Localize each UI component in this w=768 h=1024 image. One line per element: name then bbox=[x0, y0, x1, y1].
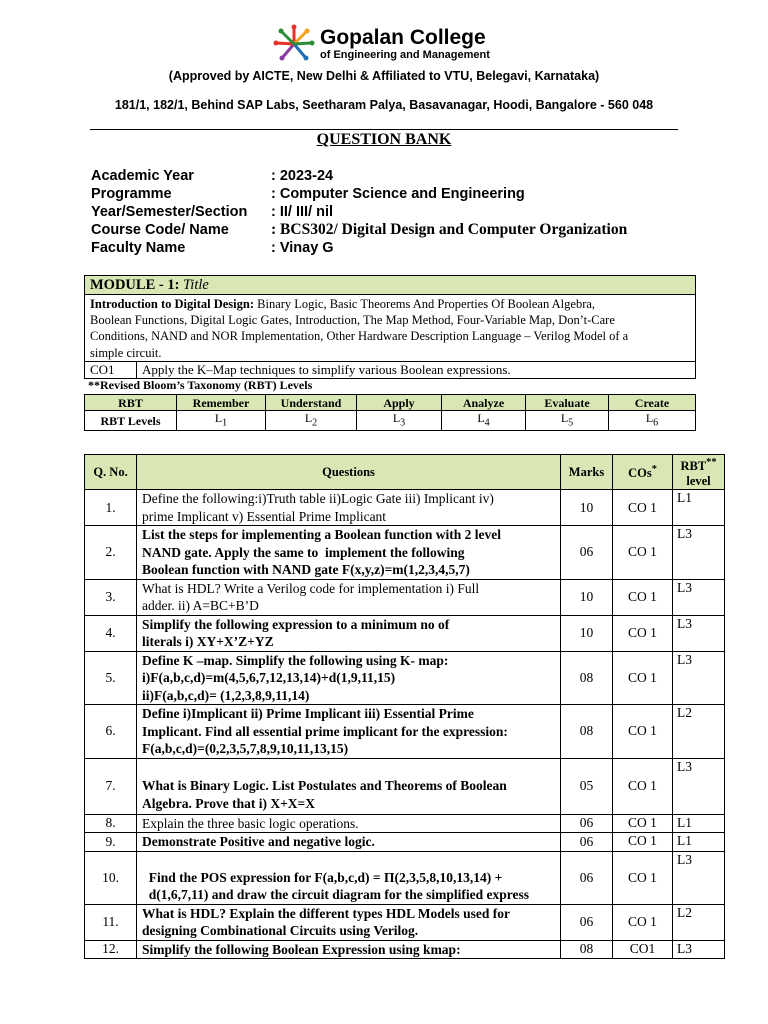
question-co: CO 1 bbox=[613, 904, 673, 940]
header-rbt bbox=[673, 455, 725, 490]
info-value: : Vinay G bbox=[271, 240, 334, 256]
module-header bbox=[85, 276, 695, 295]
question-number: 7. bbox=[85, 758, 137, 814]
info-label: Year/Semester/Section bbox=[91, 204, 248, 220]
question-line: Define K –map. Simplify the following using K- map: bbox=[142, 652, 449, 668]
header-qno: Q. No. bbox=[85, 455, 137, 490]
rbt-level: L bbox=[214, 411, 223, 425]
approval-text: (Approved by AICTE, New Delhi & Affiliated to VTU, Belegavi, Karnataka) bbox=[168, 69, 600, 83]
question-line: literals i) XY+X’Z+YZ bbox=[142, 634, 274, 650]
course-outcome-row bbox=[85, 361, 695, 378]
question-marks: 10 bbox=[561, 615, 613, 651]
rbt-header-cell: Apply bbox=[357, 395, 442, 411]
rbt-table bbox=[84, 394, 696, 431]
question-number: 8. bbox=[85, 814, 137, 833]
table-row bbox=[85, 758, 725, 814]
college-name bbox=[320, 27, 490, 61]
rbt-level: L bbox=[560, 411, 569, 425]
question-marks: 06 bbox=[561, 833, 613, 852]
rbt-row-label: RBT Levels bbox=[85, 411, 177, 431]
info-row-course bbox=[91, 221, 627, 239]
rbt-level-sub: 3 bbox=[400, 417, 406, 429]
header-cos-text: COs bbox=[628, 465, 652, 480]
info-row-academic-year bbox=[91, 167, 627, 185]
question-marks: 06 bbox=[561, 814, 613, 833]
table-row bbox=[85, 705, 725, 759]
college-name-line2: of Engineering and Management bbox=[320, 49, 490, 61]
question-marks: 10 bbox=[561, 579, 613, 615]
question-number: 11. bbox=[85, 904, 137, 940]
rbt-header-cell: Remember bbox=[177, 395, 266, 411]
rbt-level: L bbox=[392, 411, 401, 425]
syllabus-line: Binary Logic, Basic Theorems And Properties Of Boolean Algebra, bbox=[254, 297, 596, 311]
question-text bbox=[137, 940, 561, 959]
table-row bbox=[85, 851, 725, 904]
rbt-level: L bbox=[304, 411, 313, 425]
rbt-header-cell: RBT bbox=[85, 395, 177, 411]
info-value: : II/ III/ nil bbox=[271, 204, 334, 220]
rbt-caption: **Revised Bloom’s Taxonomy (RBT) Levels bbox=[88, 378, 313, 392]
rbt-level-cell bbox=[177, 411, 266, 431]
page-title bbox=[0, 131, 768, 149]
rbt-levels-row bbox=[85, 411, 696, 431]
rbt-level: L bbox=[645, 411, 654, 425]
question-line: F(a,b,c,d)=(0,2,3,5,7,8,9,10,11,13,15) bbox=[142, 741, 349, 757]
question-line: Find the POS expression for F(a,b,c,d) = Π(2,3,5,8,10,13,14) + bbox=[142, 869, 503, 885]
info-value: : Computer Science and Engineering bbox=[271, 186, 525, 202]
question-text bbox=[137, 758, 561, 814]
question-marks: 06 bbox=[561, 526, 613, 580]
question-line: Demonstrate Positive and negative logic. bbox=[142, 834, 375, 850]
question-marks: 06 bbox=[561, 904, 613, 940]
question-line: adder. ii) A=BC+B’D bbox=[142, 598, 259, 614]
college-address: 181/1, 182/1, Behind SAP Labs, Seetharam Palya, Basavanagar, Hoodi, Bangalore - 560 048 bbox=[114, 98, 654, 112]
question-line: What is Binary Logic. List Postulates and Theorems of Boolean bbox=[142, 778, 507, 794]
question-text bbox=[137, 814, 561, 833]
question-line: designing Combinational Circuits using Verilog. bbox=[142, 923, 419, 939]
rbt-level-cell bbox=[526, 411, 609, 431]
question-line: What is HDL? Write a Verilog code for implementation i) Full bbox=[142, 580, 480, 596]
question-line bbox=[142, 852, 555, 869]
header-divider bbox=[90, 129, 678, 130]
question-line: Explain the three basic logic operations. bbox=[142, 815, 359, 831]
question-rbt-level: L2 bbox=[673, 705, 725, 759]
table-row bbox=[85, 615, 725, 651]
header-rbt-sup: ** bbox=[706, 457, 717, 468]
rbt-level-sub: 2 bbox=[312, 417, 318, 429]
question-co: CO 1 bbox=[613, 705, 673, 759]
question-line: Boolean function with NAND gate F(x,y,z)=m(1,2,3,4,5,7) bbox=[142, 562, 470, 578]
syllabus-line: Boolean Functions, Digital Logic Gates, Introduction, The Map Method, Four-Variable Map, Don’t-Care bbox=[90, 313, 615, 328]
info-label: Programme bbox=[91, 186, 172, 202]
syllabus-line: simple circuit. bbox=[90, 345, 162, 360]
info-row-programme bbox=[91, 185, 627, 203]
question-text bbox=[137, 904, 561, 940]
question-text bbox=[137, 651, 561, 705]
question-line: Algebra. Prove that i) X+X=X bbox=[142, 795, 315, 811]
question-number: 5. bbox=[85, 651, 137, 705]
rbt-header-cell: Create bbox=[609, 395, 696, 411]
table-row bbox=[85, 904, 725, 940]
question-number: 1. bbox=[85, 490, 137, 526]
course-outcome-text: Apply the K–Map techniques to simplify various Boolean expressions. bbox=[142, 362, 511, 377]
question-marks: 08 bbox=[561, 651, 613, 705]
question-number: 12. bbox=[85, 940, 137, 959]
info-label: Faculty Name bbox=[91, 240, 186, 256]
header-cos-sup: * bbox=[651, 463, 657, 475]
question-number: 3. bbox=[85, 579, 137, 615]
question-marks: 08 bbox=[561, 705, 613, 759]
question-marks: 10 bbox=[561, 490, 613, 526]
question-rbt-level: L1 bbox=[673, 814, 725, 833]
question-line: Implicant. Find all essential prime implicant for the expression: bbox=[142, 723, 508, 739]
question-number: 10. bbox=[85, 851, 137, 904]
header-rbt-text: RBT bbox=[680, 459, 707, 474]
question-co: CO 1 bbox=[613, 651, 673, 705]
college-logo-icon bbox=[272, 24, 316, 64]
question-co: CO 1 bbox=[613, 490, 673, 526]
rbt-header-cell: Evaluate bbox=[526, 395, 609, 411]
rbt-level-cell bbox=[609, 411, 696, 431]
questions-table bbox=[84, 454, 725, 959]
header-rbt-level: level bbox=[686, 474, 711, 489]
question-number: 9. bbox=[85, 833, 137, 852]
question-co: CO 1 bbox=[613, 851, 673, 904]
rbt-header-cell: Understand bbox=[266, 395, 357, 411]
question-text bbox=[137, 526, 561, 580]
page-title-text: QUESTION BANK bbox=[316, 131, 452, 148]
question-rbt-level: L1 bbox=[673, 490, 725, 526]
question-co: CO 1 bbox=[613, 615, 673, 651]
question-marks: 08 bbox=[561, 940, 613, 959]
question-rbt-level: L3 bbox=[673, 526, 725, 580]
rbt-level-sub: 1 bbox=[222, 417, 228, 429]
question-line: NAND gate. Apply the same to implement the following bbox=[142, 544, 465, 560]
college-logo bbox=[272, 24, 490, 64]
question-co: CO 1 bbox=[613, 833, 673, 852]
info-row-year-semester bbox=[91, 203, 627, 221]
rbt-level-cell bbox=[266, 411, 357, 431]
question-line: Simplify the following Boolean Expression using kmap: bbox=[142, 941, 461, 957]
info-value: : BCS302/ Digital Design and Computer Organization bbox=[271, 221, 628, 238]
question-text bbox=[137, 615, 561, 651]
question-rbt-level: L3 bbox=[673, 758, 725, 814]
table-row bbox=[85, 833, 725, 852]
course-info bbox=[91, 167, 627, 257]
questions-header-row bbox=[85, 455, 725, 490]
table-row bbox=[85, 651, 725, 705]
question-line: prime Implicant v) Essential Prime Implicant bbox=[142, 508, 387, 524]
header-cos bbox=[613, 455, 673, 490]
question-rbt-level: L2 bbox=[673, 904, 725, 940]
question-rbt-level: L3 bbox=[673, 651, 725, 705]
question-text bbox=[137, 705, 561, 759]
question-marks: 05 bbox=[561, 758, 613, 814]
question-co: CO 1 bbox=[613, 526, 673, 580]
question-co: CO 1 bbox=[613, 579, 673, 615]
table-row bbox=[85, 526, 725, 580]
question-text bbox=[137, 579, 561, 615]
module-intro-label: Introduction to Digital Design: bbox=[90, 297, 255, 311]
rbt-level-sub: 4 bbox=[484, 417, 490, 429]
info-value: : 2023-24 bbox=[271, 168, 334, 184]
rbt-level-sub: 5 bbox=[568, 417, 574, 429]
rbt-level-cell bbox=[357, 411, 442, 431]
question-rbt-level: L3 bbox=[673, 940, 725, 959]
question-number: 6. bbox=[85, 705, 137, 759]
question-line: i)F(a,b,c,d)=m(4,5,6,7,12,13,14)+d(1,9,11,15) bbox=[142, 670, 396, 686]
module-label: MODULE - 1: bbox=[90, 277, 180, 293]
question-number: 4. bbox=[85, 615, 137, 651]
rbt-level-cell bbox=[442, 411, 526, 431]
question-line: d(1,6,7,11) and draw the circuit diagram for the simplified express bbox=[142, 887, 529, 903]
question-text bbox=[137, 833, 561, 852]
question-line: ii)F(a,b,c,d)= (1,2,3,8,9,11,14) bbox=[142, 687, 310, 703]
rbt-header-row bbox=[85, 395, 696, 411]
rbt-level-sub: 6 bbox=[653, 417, 659, 429]
question-co: CO1 bbox=[613, 940, 673, 959]
info-label: Academic Year bbox=[91, 168, 194, 184]
rbt-level: L bbox=[477, 411, 485, 425]
table-row bbox=[85, 490, 725, 526]
module-title: Title bbox=[183, 277, 209, 293]
question-line: Simplify the following expression to a minimum no of bbox=[142, 616, 450, 632]
question-rbt-level: L3 bbox=[673, 615, 725, 651]
question-number: 2. bbox=[85, 526, 137, 580]
question-line: What is HDL? Explain the different types HDL Models used for bbox=[142, 905, 511, 921]
info-label: Course Code/ Name bbox=[91, 222, 229, 238]
header-marks: Marks bbox=[561, 455, 613, 490]
table-row bbox=[85, 814, 725, 833]
info-row-faculty bbox=[91, 239, 627, 257]
question-marks: 06 bbox=[561, 851, 613, 904]
table-row bbox=[85, 940, 725, 959]
college-name-line1: Gopalan College bbox=[320, 26, 486, 49]
rbt-header-cell: Analyze bbox=[442, 395, 526, 411]
table-row bbox=[85, 579, 725, 615]
module-syllabus bbox=[85, 295, 695, 361]
header-questions: Questions bbox=[137, 455, 561, 490]
question-rbt-level: L3 bbox=[673, 579, 725, 615]
question-co: CO 1 bbox=[613, 758, 673, 814]
module-box bbox=[84, 275, 696, 379]
question-co: CO 1 bbox=[613, 814, 673, 833]
question-rbt-level: L1 bbox=[673, 833, 725, 852]
question-text bbox=[137, 490, 561, 526]
question-line bbox=[142, 760, 555, 777]
question-rbt-level: L3 bbox=[673, 851, 725, 904]
questions-body bbox=[85, 490, 725, 959]
question-line: List the steps for implementing a Boolean function with 2 level bbox=[142, 527, 501, 543]
course-outcome-id: CO1 bbox=[85, 362, 137, 378]
question-text bbox=[137, 851, 561, 904]
question-line: Define i)Implicant ii) Prime Implicant iii) Essential Prime bbox=[142, 706, 474, 722]
question-line: Define the following:i)Truth table ii)Logic Gate iii) Implicant iv) bbox=[142, 491, 494, 507]
syllabus-line: Conditions, NAND and NOR Implementation, Other Hardware Description Language – Verilog Model of a bbox=[90, 329, 629, 344]
